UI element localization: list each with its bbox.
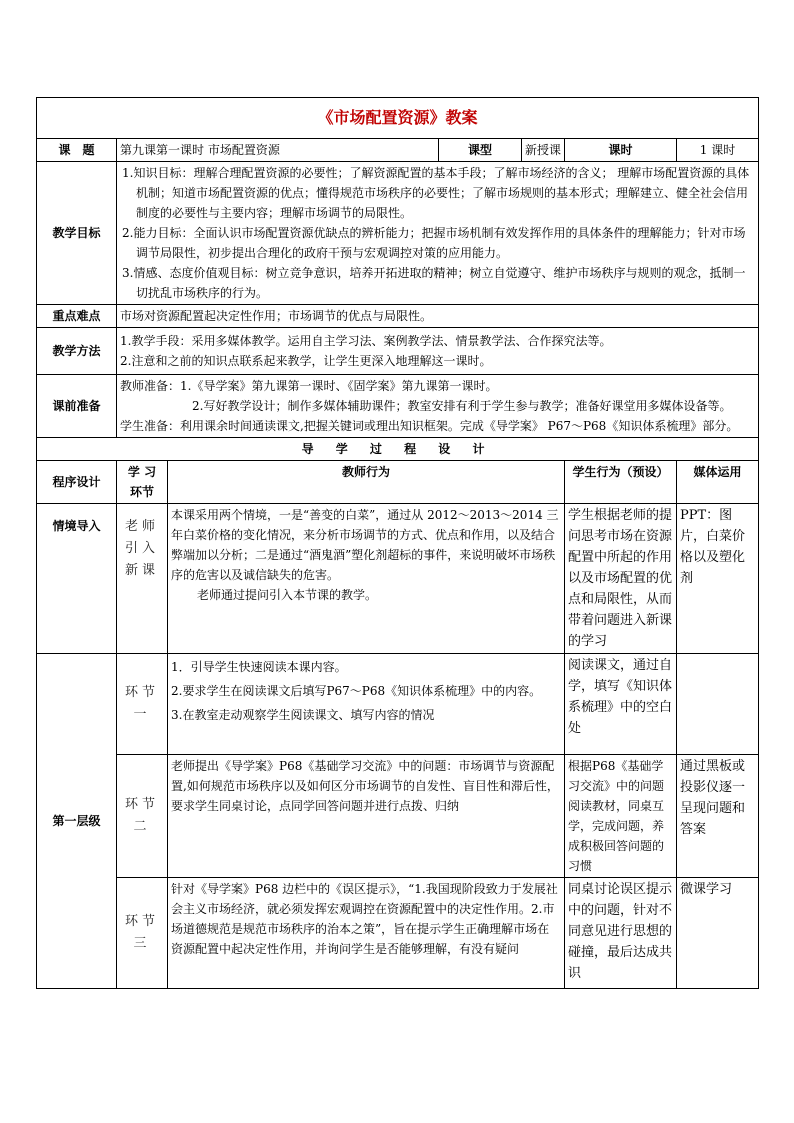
methods-content [117,328,759,375]
media-stage-1 [677,654,759,755]
stage-2: 环节二 [117,755,168,878]
methods-label: 教学方法 [37,328,117,375]
student-stage-3: 同桌讨论误区提示中的问题，针对不同意见进行思想的碰撞，最后达成共识 [565,878,677,989]
student-prep-line: 学生准备：利用课余时间通读课文,把握关键词或理出知识框架。完成《导学案》 P67～P68《知识体系梳理》部分。 [120,419,739,433]
col-header-student: 学生行为（预设） [565,461,677,504]
table-row [37,504,759,654]
goals-content [117,162,759,305]
media-stage-2: 通过黑板或投影仪逐一呈现问题和答案 [677,755,759,878]
student-stage-2: 根据P68《基础学习交流》中的问题阅读教材，同桌互学，完成问题，养成积极回答问题的习惯 [565,755,677,878]
table-row [37,878,759,989]
col-header-stage: 学 习 环节 [117,461,168,504]
teacher-stage-1-item: 1．引导学生快速阅读本课内容。 [171,660,347,674]
student-stage-1: 阅读课文，通过自学，填写《知识体系梳理》中的空白处 [565,654,677,755]
stage-1: 环节一 [117,654,168,755]
key-points-label: 重点难点 [37,305,117,328]
media-stage-3: 微课学习 [677,878,759,989]
table-row [37,755,759,878]
key-points-content: 市场对资源配置起决定性作用；市场调节的优点与局限性。 [117,305,759,328]
method-item: 2.注意和之前的知识点联系起来教学，让学生更深入地理解这一课时。 [120,354,492,368]
hours-label: 课时 [565,139,677,162]
process-section-title: 导 学 过 程 设 计 [37,438,759,461]
goal-ability: 2.能力目标：全面认识市场配置资源优缺点的辨析能力；把握市场机制有效发挥作用的具体条件的理解能力；针对市场调节局限性，初步提出合理化的政府干预与宏观调控对策的应用能力。 [122,226,746,260]
prep-label: 课前准备 [37,375,117,438]
table-row [37,654,759,755]
stage-3: 环节三 [117,878,168,989]
program-level1: 第一层级 [37,654,117,989]
topic-value: 第九课第一课时 市场配置资源 [117,139,439,162]
lesson-plan-page [36,97,758,989]
type-value: 新授课 [522,139,565,162]
teacher-stage-1-item: 3.在教室走动观察学生阅读课文、填写内容的情况 [171,708,435,722]
goal-knowledge: 1.知识目标：理解合理配置资源的必要性；了解资源配置的基本手段；了解市场经济的含义； 理解市场配置资源的具体机制；知道市场配置资源的优点；懂得规范市场秩序的必要性；了解市场规则的基本形式；理解建立、健全社会信用制度的必要性与主要内容；理解市场调节的局限性。 [122,166,750,220]
teacher-stage-3: 针对《导学案》P68 边栏中的《误区提示》，“1.我国现阶段致力于发展社会主义市场经济，就必须发挥宏观调控在资源配置中的决定性作用。2.市场道德规范是规范市场秩序的治本之策”，旨在提示学生正确理解市场在资源配置中起决定性作用，并询问学生是否能够理解，有没有疑问 [168,878,565,989]
stage-intro: 老师引入新课 [117,504,168,654]
media-intro: PPT：图片，白菜价格以及塑化剂 [677,504,759,654]
prep-content [117,375,759,438]
hours-value: 1 课时 [677,139,759,162]
type-label: 课型 [439,139,522,162]
program-intro: 情境导入 [37,504,117,654]
goals-label: 教学目标 [37,162,117,305]
topic-label: 课 题 [37,139,117,162]
teacher-intro-paragraph: 本课采用两个情境，一是“善变的白菜”，通过从 2012～2013～2014 三年白菜价格的变化情况，来分析市场调节的方式、优点和作用，以及结合弊端加以分析；二是通过“酒鬼酒”塑化剂超标的事件，来说明破坏市场秩序的危害以及诚信缺失的危害。 [171,508,559,582]
teacher-intro-paragraph: 老师通过提问引入本节课的教学。 [197,588,378,602]
student-intro: 学生根据老师的提问思考市场在资源配置中所起的作用以及市场配置的优点和局限性，从而带着问题进入新课的学习 [565,504,677,654]
teacher-stage-1-item: 2.要求学生在阅读课文后填写P67～P68《知识体系梳理》中的内容。 [171,684,542,698]
col-header-teacher: 教师行为 [168,461,565,504]
teacher-prep-line1: 教师准备：1.《导学案》第九课第一课时、《固学案》第九课第一课时。 [120,379,498,393]
lesson-plan-table [36,97,759,989]
document-title: 《市场配置资源》教案 [37,98,759,139]
teacher-prep-line2: 2.写好教学设计；制作多媒体辅助课件；教室安排有利于学生参与教学；准备好课堂用多媒体设备等。 [192,399,732,413]
teacher-stage-2: 老师提出《导学案》P68《基础学习交流》中的问题：市场调节与资源配置,如何规范市场秩序以及如何区分市场调节的自发性、盲目性和滞后性，要求学生同桌讨论，点同学回答问题并进行点拨、归纳 [168,755,565,878]
method-item: 1.教学手段：采用多媒体教学。运用自主学习法、案例教学法、情景教学法、合作探究法等。 [120,334,612,348]
col-header-program: 程序设计 [37,461,117,504]
goal-attitude: 3.情感、态度价值观目标：树立竞争意识，培养开拓进取的精神；树立自觉遵守、维护市场秩序与规则的观念，抵制一切扰乱市场秩序的行为。 [122,266,746,300]
teacher-intro [168,504,565,654]
col-header-media: 媒体运用 [677,461,759,504]
teacher-stage-1 [168,654,565,755]
